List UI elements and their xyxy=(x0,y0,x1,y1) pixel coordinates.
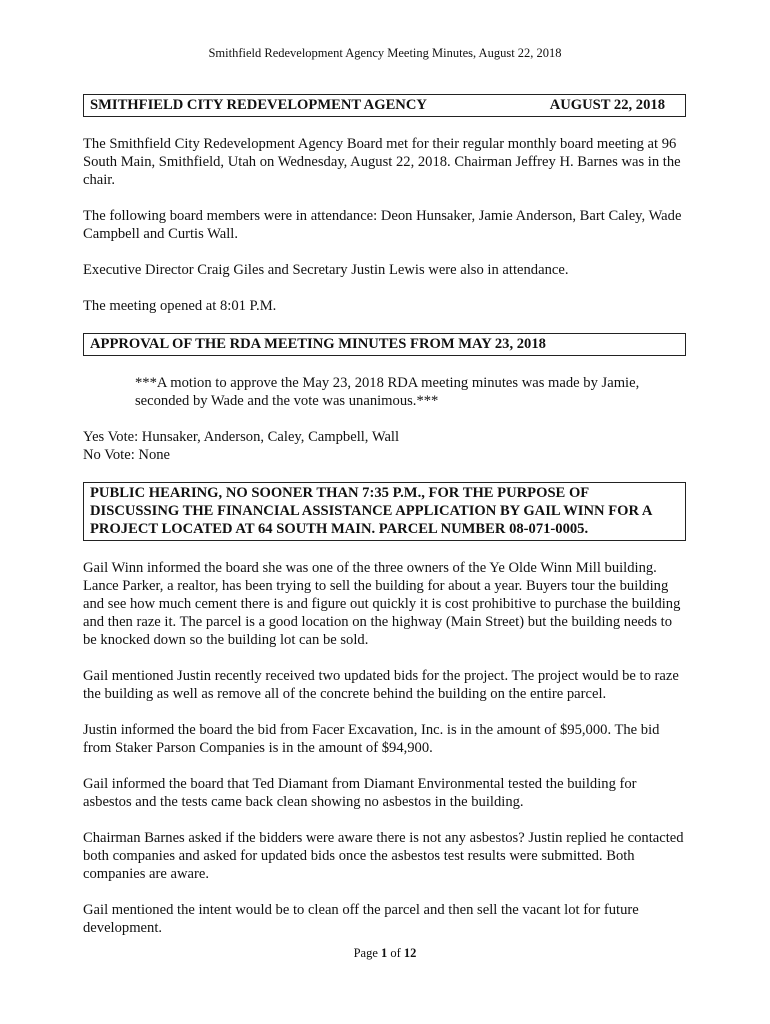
hearing-paragraph: Justin informed the board the bid from Facer Excavation, Inc. is in the amount of $95,000. The bid from Staker Parson Companies is in the amount of $94,900. xyxy=(83,722,660,756)
hearing-paragraph: Chairman Barnes asked if the bidders were aware there is not any asbestos? Justin replied he contacted both companies and asked for updated bids once the asbestos test results were submitted. Both companies are aware. xyxy=(83,830,684,882)
page-number: 1 xyxy=(381,946,388,960)
hearing-paragraph: Gail mentioned the intent would be to clean off the parcel and then sell the vacant lot for future development. xyxy=(83,902,639,936)
yes-vote: Yes Vote: Hunsaker, Anderson, Caley, Campbell, Wall xyxy=(83,429,400,445)
public-hearing-heading: PUBLIC HEARING, NO SOONER THAN 7:35 P.M., FOR THE PURPOSE OF DISCUSSING THE FINANCIAL ASSISTANCE APPLICATION BY GAIL WINN FOR A PROJECT LOCATED AT 64 SOUTH MAIN. PARCEL NUMBER 08-071-0005. xyxy=(83,482,686,541)
of-word: of xyxy=(390,946,401,960)
attendance-paragraph: The following board members were in attendance: Deon Hunsaker, Jamie Anderson, Bart Caley, Wade Campbell and Curtis Wall. xyxy=(83,208,682,242)
title-bar xyxy=(83,94,686,117)
document-body xyxy=(83,94,686,937)
hearing-paragraph: Gail mentioned Justin recently received two updated bids for the project. The project would be to raze the building as well as remove all of the concrete behind the building on the entire parcel. xyxy=(83,668,679,702)
staff-paragraph: Executive Director Craig Giles and Secretary Justin Lewis were also in attendance. xyxy=(83,262,569,278)
running-header: Smithfield Redevelopment Agency Meeting Minutes, August 22, 2018 xyxy=(208,46,562,60)
hearing-paragraph: Gail informed the board that Ted Diamant from Diamant Environmental tested the building for asbestos and the tests came back clean showing no asbestos in the building. xyxy=(83,776,637,810)
agency-title: SMITHFIELD CITY REDEVELOPMENT AGENCY xyxy=(90,97,427,113)
page-total: 12 xyxy=(403,946,417,960)
page-word: Page xyxy=(353,946,378,960)
page-footer xyxy=(0,946,770,961)
opening-time-paragraph: The meeting opened at 8:01 P.M. xyxy=(83,298,277,314)
meeting-date: AUGUST 22, 2018 xyxy=(549,97,665,113)
intro-paragraph: The Smithfield City Redevelopment Agency Board met for their regular monthly board meeting at 96 South Main, Smithfield, Utah on Wednesday, August 22, 2018. Chairman Jeffrey H. Barnes was in the chair. xyxy=(83,136,681,188)
hearing-paragraph: Gail Winn informed the board she was one of the three owners of the Ye Olde Winn Mill building. Lance Parker, a realtor, has been trying to sell the building for about a year. Buyers tour the building and see how much cement there is and figure out quickly it is cost prohibitive to purchase the building and then raze it. The parcel is a good location on the highway (Main Street) but the building needs to be knocked down so the building lot can be sold. xyxy=(83,560,681,648)
approval-section-heading: APPROVAL OF THE RDA MEETING MINUTES FROM MAY 23, 2018 xyxy=(83,333,686,356)
motion-statement: ***A motion to approve the May 23, 2018 RDA meeting minutes was made by Jamie, seconded by Wade and the vote was unanimous.*** xyxy=(135,375,640,409)
no-vote: No Vote: None xyxy=(83,447,171,463)
